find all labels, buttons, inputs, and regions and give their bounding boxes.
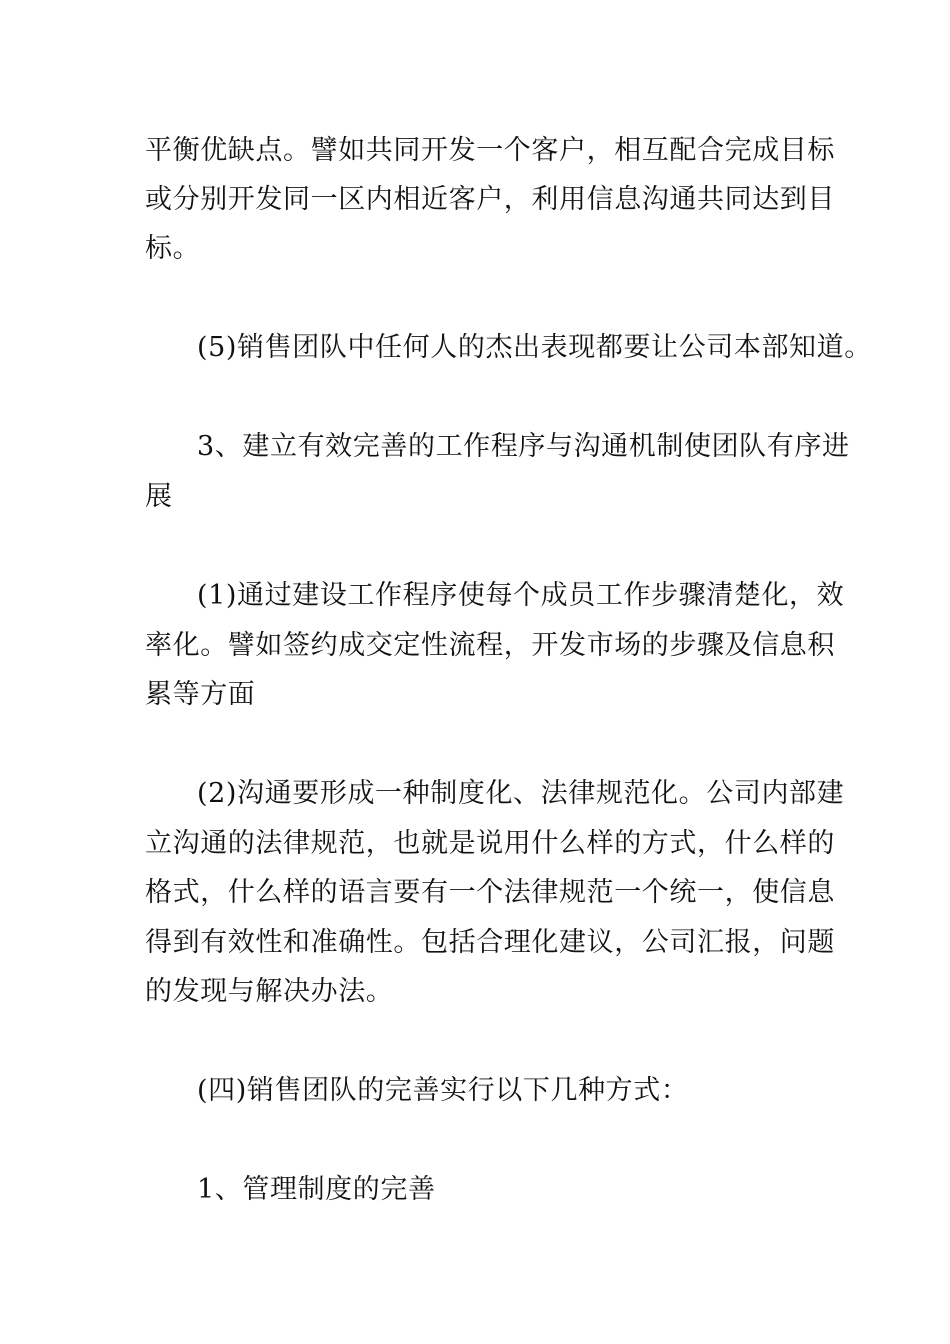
- text-line: 格式，什么样的语言要有一个法律规范一个统一，使信息: [145, 877, 835, 908]
- section-heading-continued: 展: [145, 481, 173, 512]
- text-line: (5)销售团队中任何人的杰出表现都要让公司本部知道。: [197, 332, 872, 363]
- text-line: 的发现与解决办法。: [145, 976, 394, 1007]
- text-line: 立沟通的法律规范，也就是说用什么样的方式，什么样的: [145, 828, 835, 859]
- text-line: 或分别开发同一区内相近客户，利用信息沟通共同达到目: [145, 184, 835, 215]
- text-line: 累等方面: [145, 679, 256, 710]
- section-heading: 3、建立有效完善的工作程序与沟通机制使团队有序进: [197, 431, 850, 462]
- text-line: 标。: [145, 233, 201, 264]
- text-line: (1)通过建设工作程序使每个成员工作步骤清楚化，效: [197, 580, 845, 611]
- text-line: 率化。譬如签约成交定性流程，开发市场的步骤及信息积: [145, 630, 835, 661]
- text-line: (2)沟通要形成一种制度化、法律规范化。公司内部建: [197, 778, 845, 809]
- section-heading: 1、管理制度的完善: [197, 1174, 436, 1205]
- section-heading: (四)销售团队的完善实行以下几种方式：: [197, 1075, 689, 1106]
- text-line: 得到有效性和准确性。包括合理化建议，公司汇报，问题: [145, 927, 835, 958]
- text-line: 平衡优缺点。譬如共同开发一个客户，相互配合完成目标: [145, 135, 835, 166]
